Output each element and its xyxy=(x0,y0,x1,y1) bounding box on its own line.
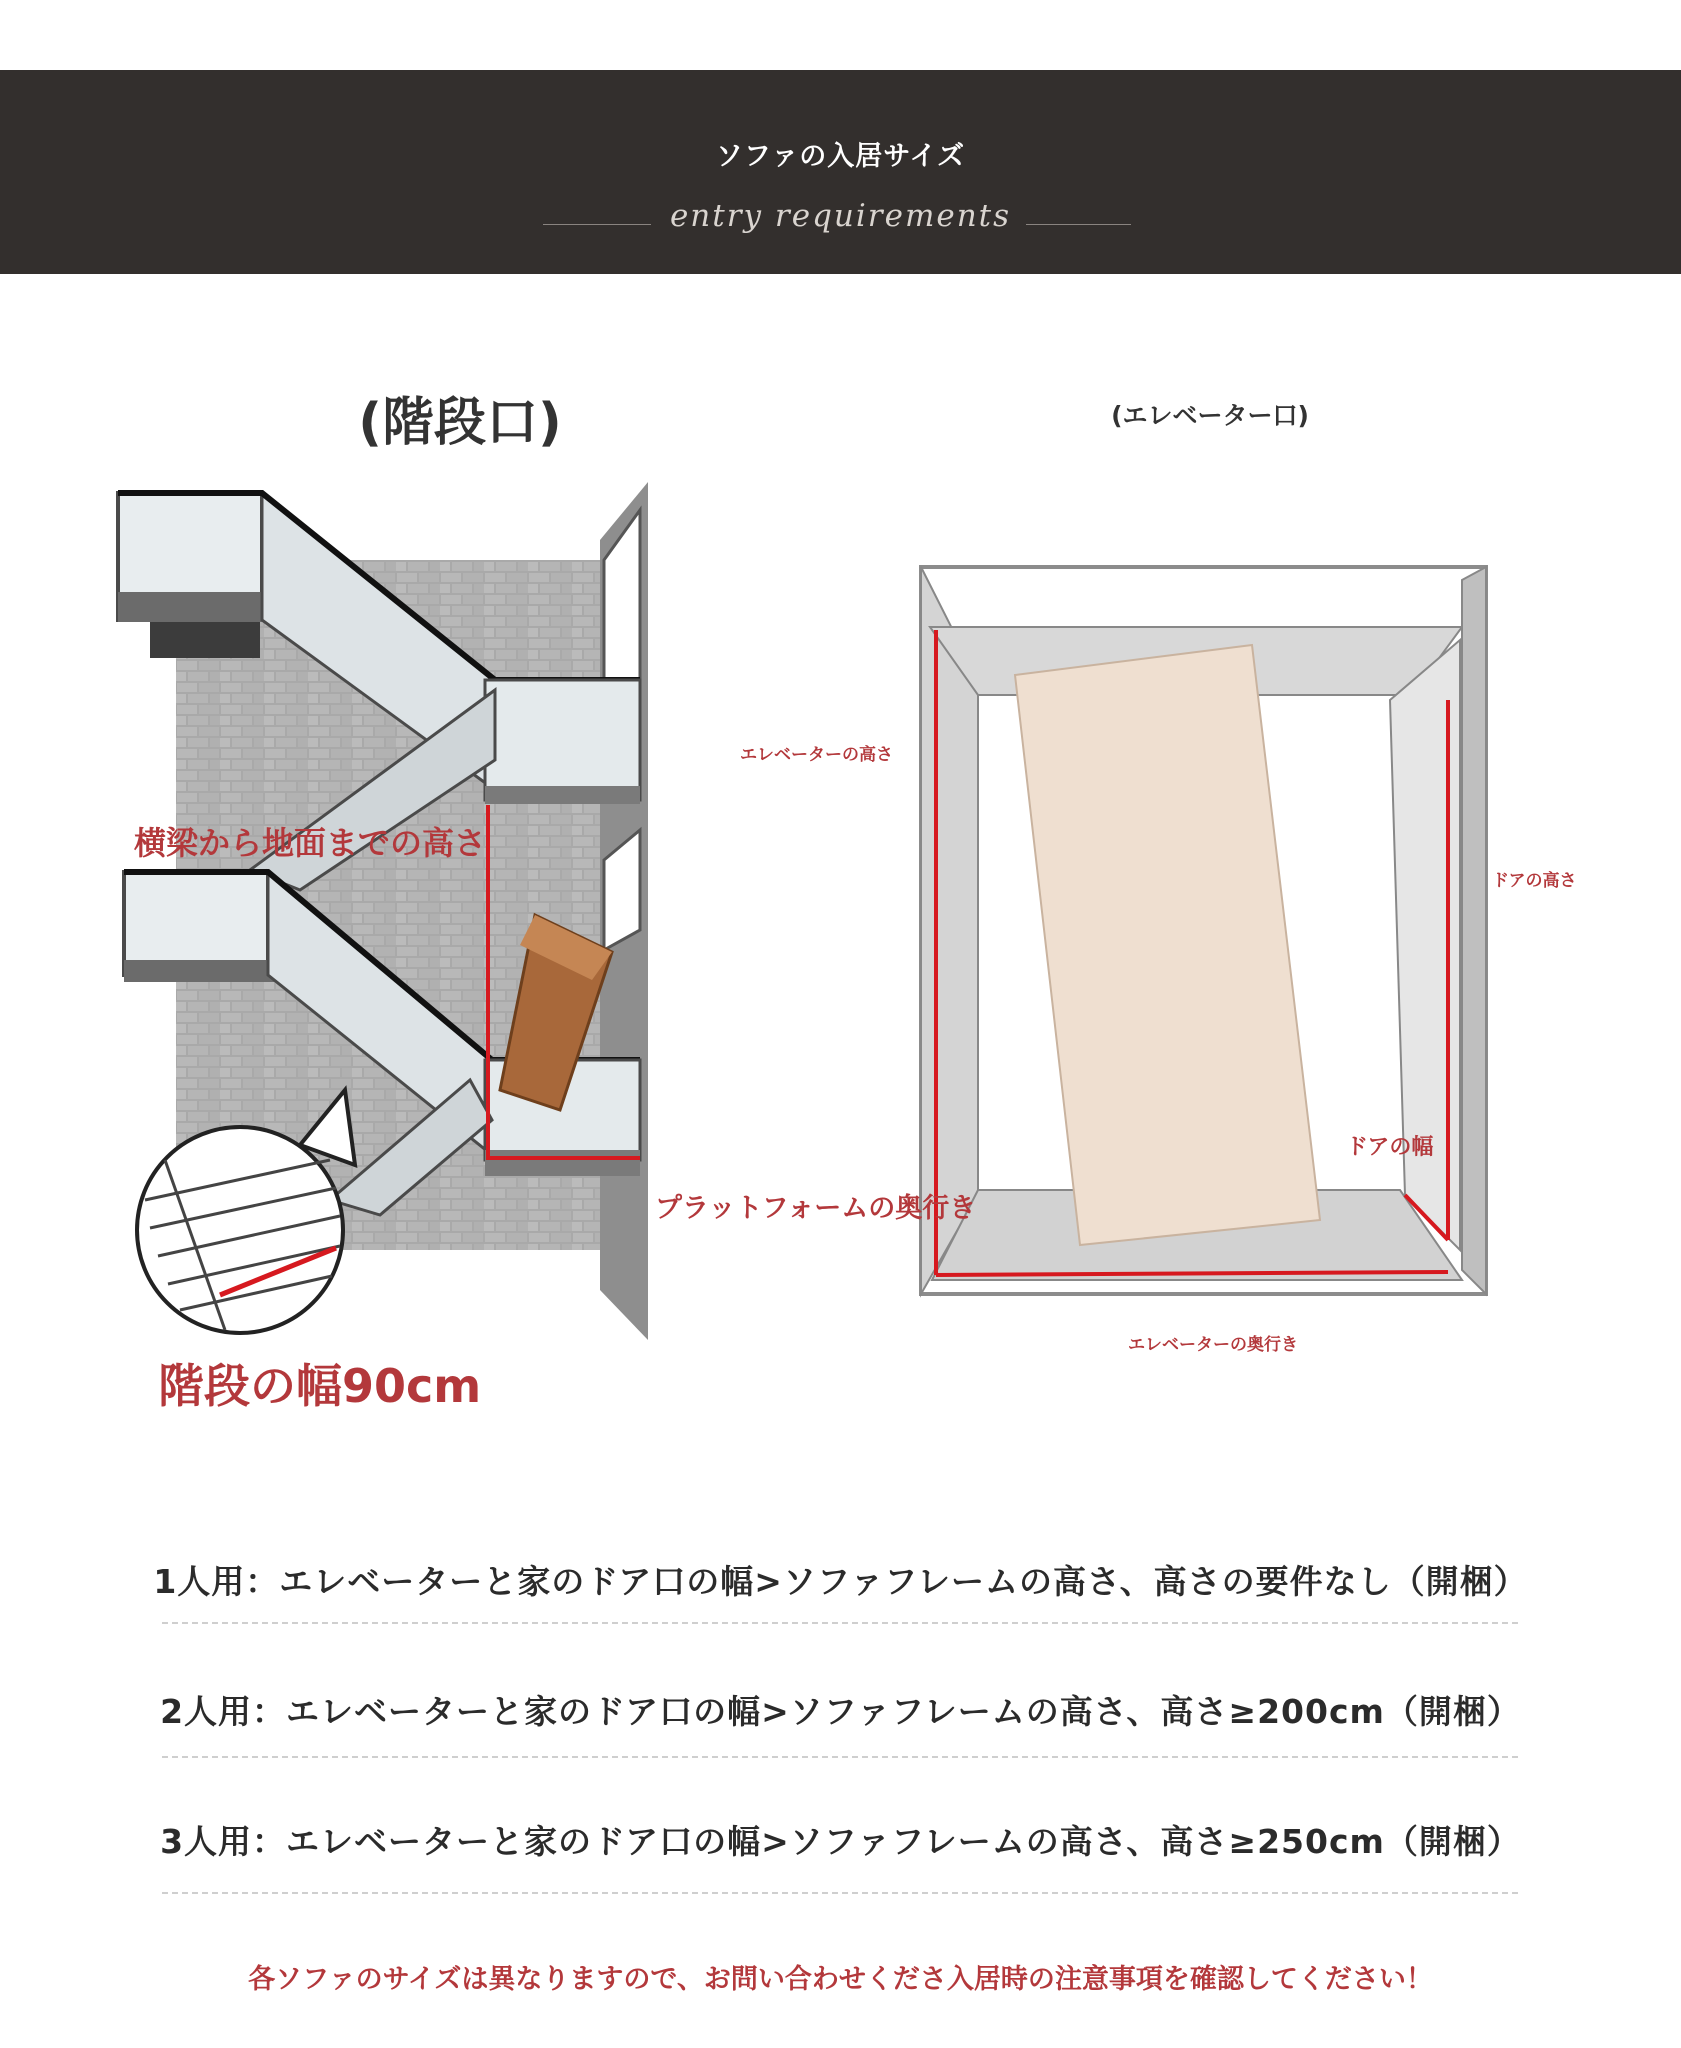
staircase-illustration xyxy=(118,482,648,1340)
elevator-heading: (エレベーター口) xyxy=(1111,401,1309,430)
stair-width-label: 階段の幅90cm xyxy=(158,1359,482,1413)
banner-subtitle: entry requirements xyxy=(669,198,1012,234)
requirement-3-seater: 3人用：エレベーターと家のドア口の幅>ソファフレームの高さ、高さ≥250cm（開梱） xyxy=(160,1822,1521,1861)
notice-text: 各ソファのサイズは異なりますので、お問い合わせくださ入居時の注意事項を確認してください！ xyxy=(248,1964,1433,1995)
elevator-height-label: エレベーターの高さ xyxy=(740,745,893,765)
divider xyxy=(162,1622,1518,1624)
middle-platform xyxy=(485,680,640,800)
door-height-label: ドアの高さ xyxy=(1492,871,1577,891)
stair-detail-magnifier xyxy=(137,1127,343,1333)
beam-height-label: 横梁から地面までの高さ xyxy=(134,824,487,862)
stairs-heading: (階段口) xyxy=(358,393,562,453)
door-width-label: ドアの幅 xyxy=(1346,1135,1434,1160)
platform-depth-label: プラットフォームの奥行き xyxy=(655,1193,977,1224)
divider xyxy=(162,1892,1518,1894)
lower-landing xyxy=(124,872,268,975)
requirement-1-seater: 1人用：エレベーターと家のドア口の幅>ソファフレームの高さ、高さの要件なし（開梱） xyxy=(153,1562,1528,1601)
divider xyxy=(162,1756,1518,1758)
banner-title: ソファの入居サイズ xyxy=(715,141,966,172)
requirement-2-seater: 2人用：エレベーターと家のドア口の幅>ソファフレームの高さ、高さ≥200cm（開梱） xyxy=(160,1692,1521,1731)
elevator-depth-label: エレベーターの奥行き xyxy=(1128,1335,1298,1355)
elevator-illustration xyxy=(921,567,1486,1294)
